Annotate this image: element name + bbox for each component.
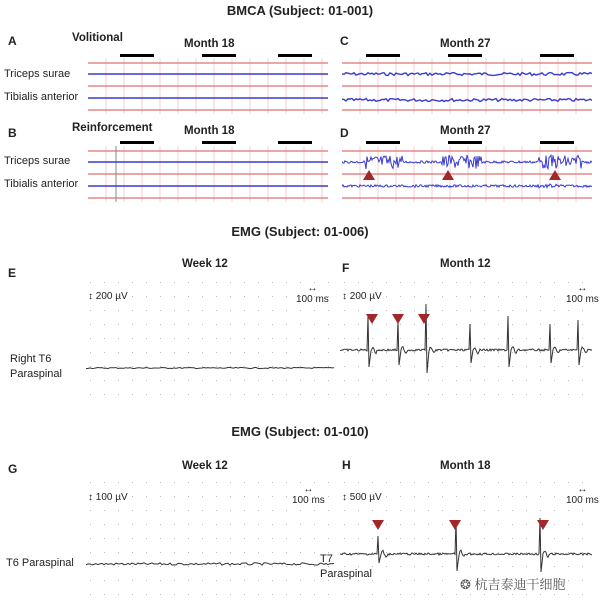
panel-B-condition: Reinforcement — [72, 122, 153, 134]
panel-A-stim-bar-1 — [120, 54, 154, 57]
panel-D-stim-bar-1 — [366, 141, 400, 144]
panel-D-response-arrow-3 — [549, 170, 561, 180]
panel-E-amp-scale: ↕ 200 µV — [88, 291, 128, 302]
panel-D-stim-bar-3 — [540, 141, 574, 144]
panel-C-triceps-trace — [342, 73, 592, 76]
panel-E-trace — [86, 367, 334, 368]
panel-E-time-value: 100 ms — [296, 294, 329, 305]
panel-B-stim-bar-1 — [120, 141, 154, 144]
panel-H-amp-scale: ↕ 500 µV — [342, 492, 382, 503]
panel-B-stim-bar-2 — [202, 141, 236, 144]
emg006-title: EMG (Subject: 01-006) — [231, 224, 369, 239]
wechat-icon: ❂ — [460, 577, 471, 592]
panel-B-time: Month 18 — [184, 125, 235, 137]
panel-C-time: Month 27 — [440, 38, 491, 50]
panel-F-response-arrow-3 — [418, 314, 430, 324]
panel-C-letter: C — [340, 34, 349, 48]
panel-A-condition: Volitional — [72, 32, 123, 44]
panel-E-letter: E — [8, 266, 17, 280]
panel-D-triceps-trace — [342, 155, 592, 169]
panel-B-tibialis-label: Tibialis anterior — [4, 178, 79, 190]
panel-B-emg-traces — [88, 146, 328, 202]
panel-D-letter: D — [340, 126, 349, 140]
watermark — [460, 574, 566, 593]
bmca-title: BMCA (Subject: 01-001) — [226, 3, 374, 18]
panel-B-letter: B — [8, 126, 17, 140]
panel-A-time: Month 18 — [184, 38, 235, 50]
panel-E-amp-value: 200 µV — [95, 291, 128, 302]
panel-E-time: Week 12 — [182, 258, 228, 270]
panel-G-letter: G — [8, 462, 18, 476]
panel-F-time: Month 12 — [440, 258, 491, 270]
panel-H-response-arrow-1 — [372, 520, 384, 530]
panel-A-emg-traces — [88, 58, 328, 114]
panel-G-trace — [86, 563, 334, 565]
panel-H-response-arrow-3 — [537, 520, 549, 530]
panel-E-trace-label: Right T6 Paraspinal — [10, 353, 62, 380]
panel-D-tibialis-trace — [342, 184, 592, 188]
panel-G-time: Week 12 — [182, 460, 228, 472]
emg010-title: EMG (Subject: 01-010) — [231, 424, 369, 439]
panel-C-stim-bar-3 — [540, 54, 574, 57]
panel-C-stim-bar-1 — [366, 54, 400, 57]
panel-F-time-scale: ↔ 100 ms — [566, 283, 599, 305]
panel-F-time-value: 100 ms — [566, 294, 599, 305]
panel-C-emg-traces — [342, 58, 592, 114]
panel-A-stim-bar-3 — [278, 54, 312, 57]
panel-C-stim-bar-2 — [448, 54, 482, 57]
panel-G-time-value: 100 ms — [292, 495, 325, 506]
panel-D-time: Month 27 — [440, 125, 491, 137]
panel-D-response-arrow-1 — [363, 170, 375, 180]
panel-F-amp-scale: ↕ 200 µV — [342, 291, 382, 302]
panel-G-amp-scale: ↕ 100 µV — [88, 492, 128, 503]
panel-H-time-value: 100 ms — [566, 495, 599, 506]
panel-A-stim-bar-2 — [202, 54, 236, 57]
panel-F-amp-value: 200 µV — [349, 291, 382, 302]
panel-B-stim-bar-3 — [278, 141, 312, 144]
panel-H-time-scale: ↔ 100 ms — [566, 484, 599, 506]
panel-G-time-scale: ↔ 100 ms — [292, 484, 325, 506]
panel-D-stim-bar-2 — [448, 141, 482, 144]
panel-H-trace-label: T7 Paraspinal — [320, 553, 372, 580]
panel-F-letter: F — [342, 261, 350, 275]
panel-F-response-arrow-1 — [366, 314, 378, 324]
panel-G-trace-label: T6 Paraspinal — [6, 557, 74, 569]
panel-A-tibialis-label: Tibialis anterior — [4, 91, 79, 103]
panel-D-response-arrow-2 — [442, 170, 454, 180]
panel-A-letter: A — [8, 34, 17, 48]
panel-B-triceps-label: Triceps surae — [4, 155, 71, 167]
panel-C-tibialis-trace — [342, 99, 592, 102]
panel-E-time-scale: ↔ 100 ms — [296, 283, 329, 305]
panel-H-amp-value: 500 µV — [349, 492, 382, 503]
watermark-text: 杭吉泰迪干细胞 — [474, 577, 566, 592]
panel-F-response-arrow-2 — [392, 314, 404, 324]
panel-H-response-arrow-2 — [449, 520, 461, 530]
panel-H-time: Month 18 — [440, 460, 491, 472]
panel-H-letter: H — [342, 458, 351, 472]
panel-G-amp-value: 100 µV — [95, 492, 128, 503]
panel-A-triceps-label: Triceps surae — [4, 68, 71, 80]
